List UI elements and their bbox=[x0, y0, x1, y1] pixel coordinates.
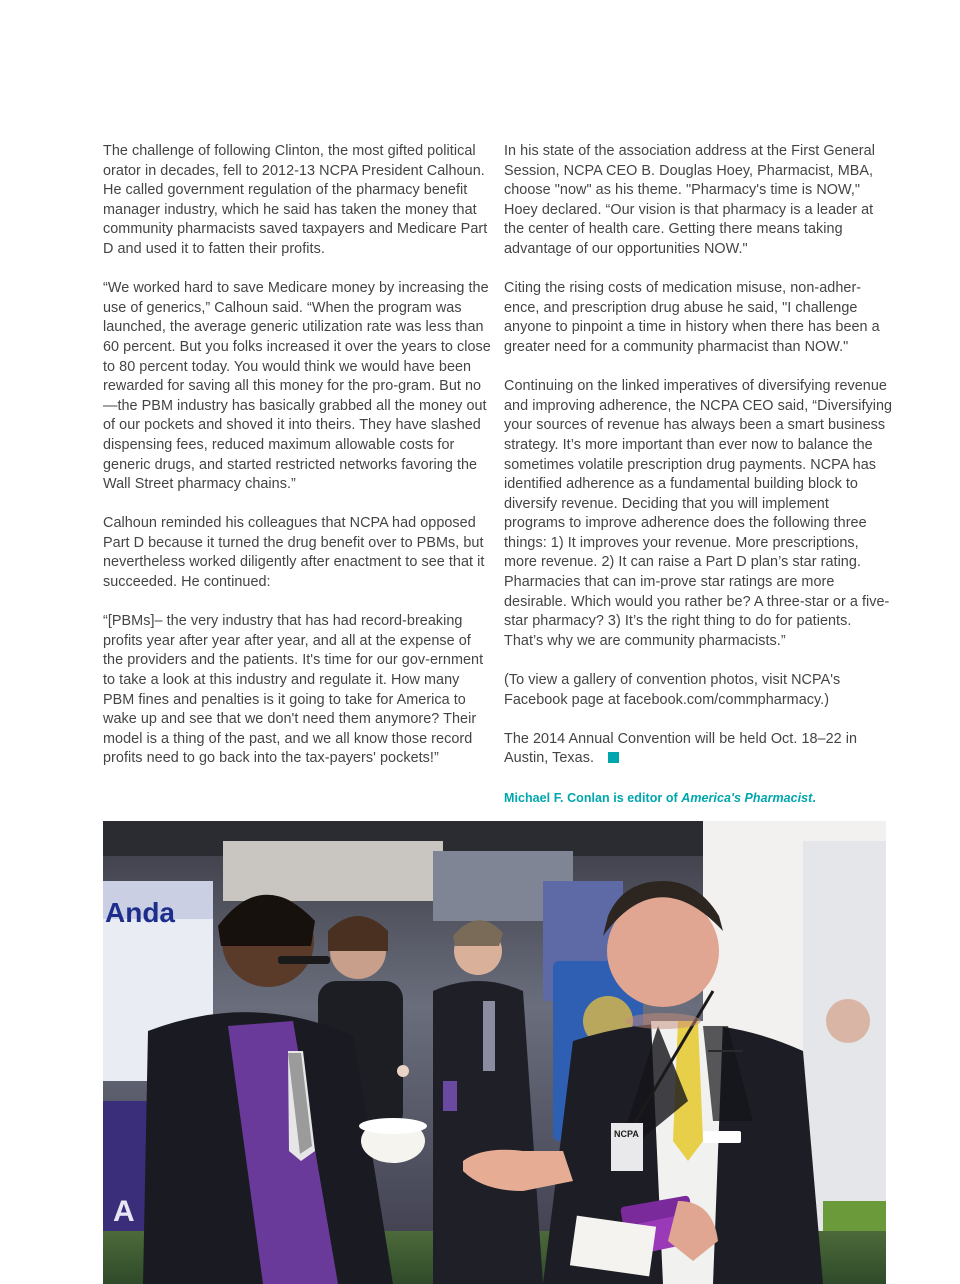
closing-text: The 2014 Annual Convention will be held Oct. 18–22 in Austin, Texas. bbox=[504, 730, 858, 767]
paragraph: “[PBMs]– the very industry that has had record-breaking profits year after year after year, and all at the expense of the providers and the patients. It's time for our gov-ernment to take a look at this industry and regulate it. How many PBM fines and penalties is it going to take for America to wake up and see that we don't need them anymore? Their model is a thing of the past, and we all know those record profits need to go back into the tax-payers' pockets!” bbox=[103, 613, 484, 767]
booth-sign-text: Anda bbox=[105, 897, 175, 928]
closing-paragraph bbox=[504, 730, 894, 769]
paragraph: In his state of the association address at the First General Session, NCPA CEO B. Douglas Hoey, Pharmacist, MBA, choose "now" as his theme. "Pharmacy's time is NOW," Hoey declared. “Our vision is that pharmacy is a leader at the center of health care. Getting there means taking advantage of our opportunities NOW." bbox=[504, 143, 875, 257]
convention-photo-illustration bbox=[103, 821, 886, 1284]
author-byline: Michael F. Conlan is editor of America's Pharmacist. bbox=[504, 790, 816, 805]
article-right-column bbox=[504, 142, 894, 828]
paragraph: Calhoun reminded his colleagues that NCPA had opposed Part D because it turned the drug benefit over to PBMs, but nevertheless worked diligently after enactment to see that it succeeded. He continued: bbox=[103, 515, 485, 591]
article-left-column bbox=[103, 142, 491, 789]
paragraph: Continuing on the linked imperatives of diversifying revenue and improving adherence, the NCPA CEO said, “Diversifying your sources of revenue has always been a smart business strategy. It’s more important than ever now to balance the sometimes volatile prescription drug payments. NCPA has identified adherence as a fundamental building block to diversify revenue. Deciding that you will implement programs to improve adherence does the following three things: 1) It improves your revenue. More prescriptions, more revenue. 2) It can raise a Part D plan’s star rating. Pharmacies that can im-prove star ratings are more desirable. Which would you rather be? A three-star or a five-star pharmacy? 3) It’s the right thing to do for patients. That’s why we are community pharmacists.” bbox=[504, 378, 893, 649]
paragraph: The challenge of following Clinton, the most gifted political orator in decades, fell to 2012-13 NCPA President Calhoun. He called government regulation of the pharmacy benefit manager industry, which he said has taken the money that community pharmacists saved taxpayers and Medicare Part D and used it to fatten their profits. bbox=[103, 143, 488, 257]
paragraph: Citing the rising costs of medication misuse, non-adher-ence, and prescription drug abuse he said, "I challenge anyone to pinpoint a time in history when there has been a greater need for a community pharmacist than NOW." bbox=[504, 280, 880, 355]
end-mark-icon bbox=[608, 752, 619, 763]
publication-name: America's Pharmacist bbox=[681, 790, 813, 805]
name-badge-text: NCPA bbox=[614, 1129, 639, 1139]
paragraph: “We worked hard to save Medicare money by increasing the use of generics,” Calhoun said. “When the program was launched, the average generic utilization rate was less than 60 percent. But you folks increased it over the years to close to 80 percent today. You would think we would have been rewarded for saving all this money for the pro-gram. But no—the PBM industry has basically grabbed all the money out of our pockets and shoved it into theirs. They have slashed dispensing fees, reduced maximum allowable costs for generic drugs, and started restricted networks favoring the Wall Street pharmacy chains.” bbox=[103, 280, 491, 493]
convention-photo bbox=[103, 821, 886, 1284]
paragraph: (To view a gallery of convention photos, visit NCPA's Facebook page at facebook.com/commpharmacy.) bbox=[504, 672, 841, 708]
booth-sign-bottom-text: A bbox=[113, 1195, 135, 1228]
